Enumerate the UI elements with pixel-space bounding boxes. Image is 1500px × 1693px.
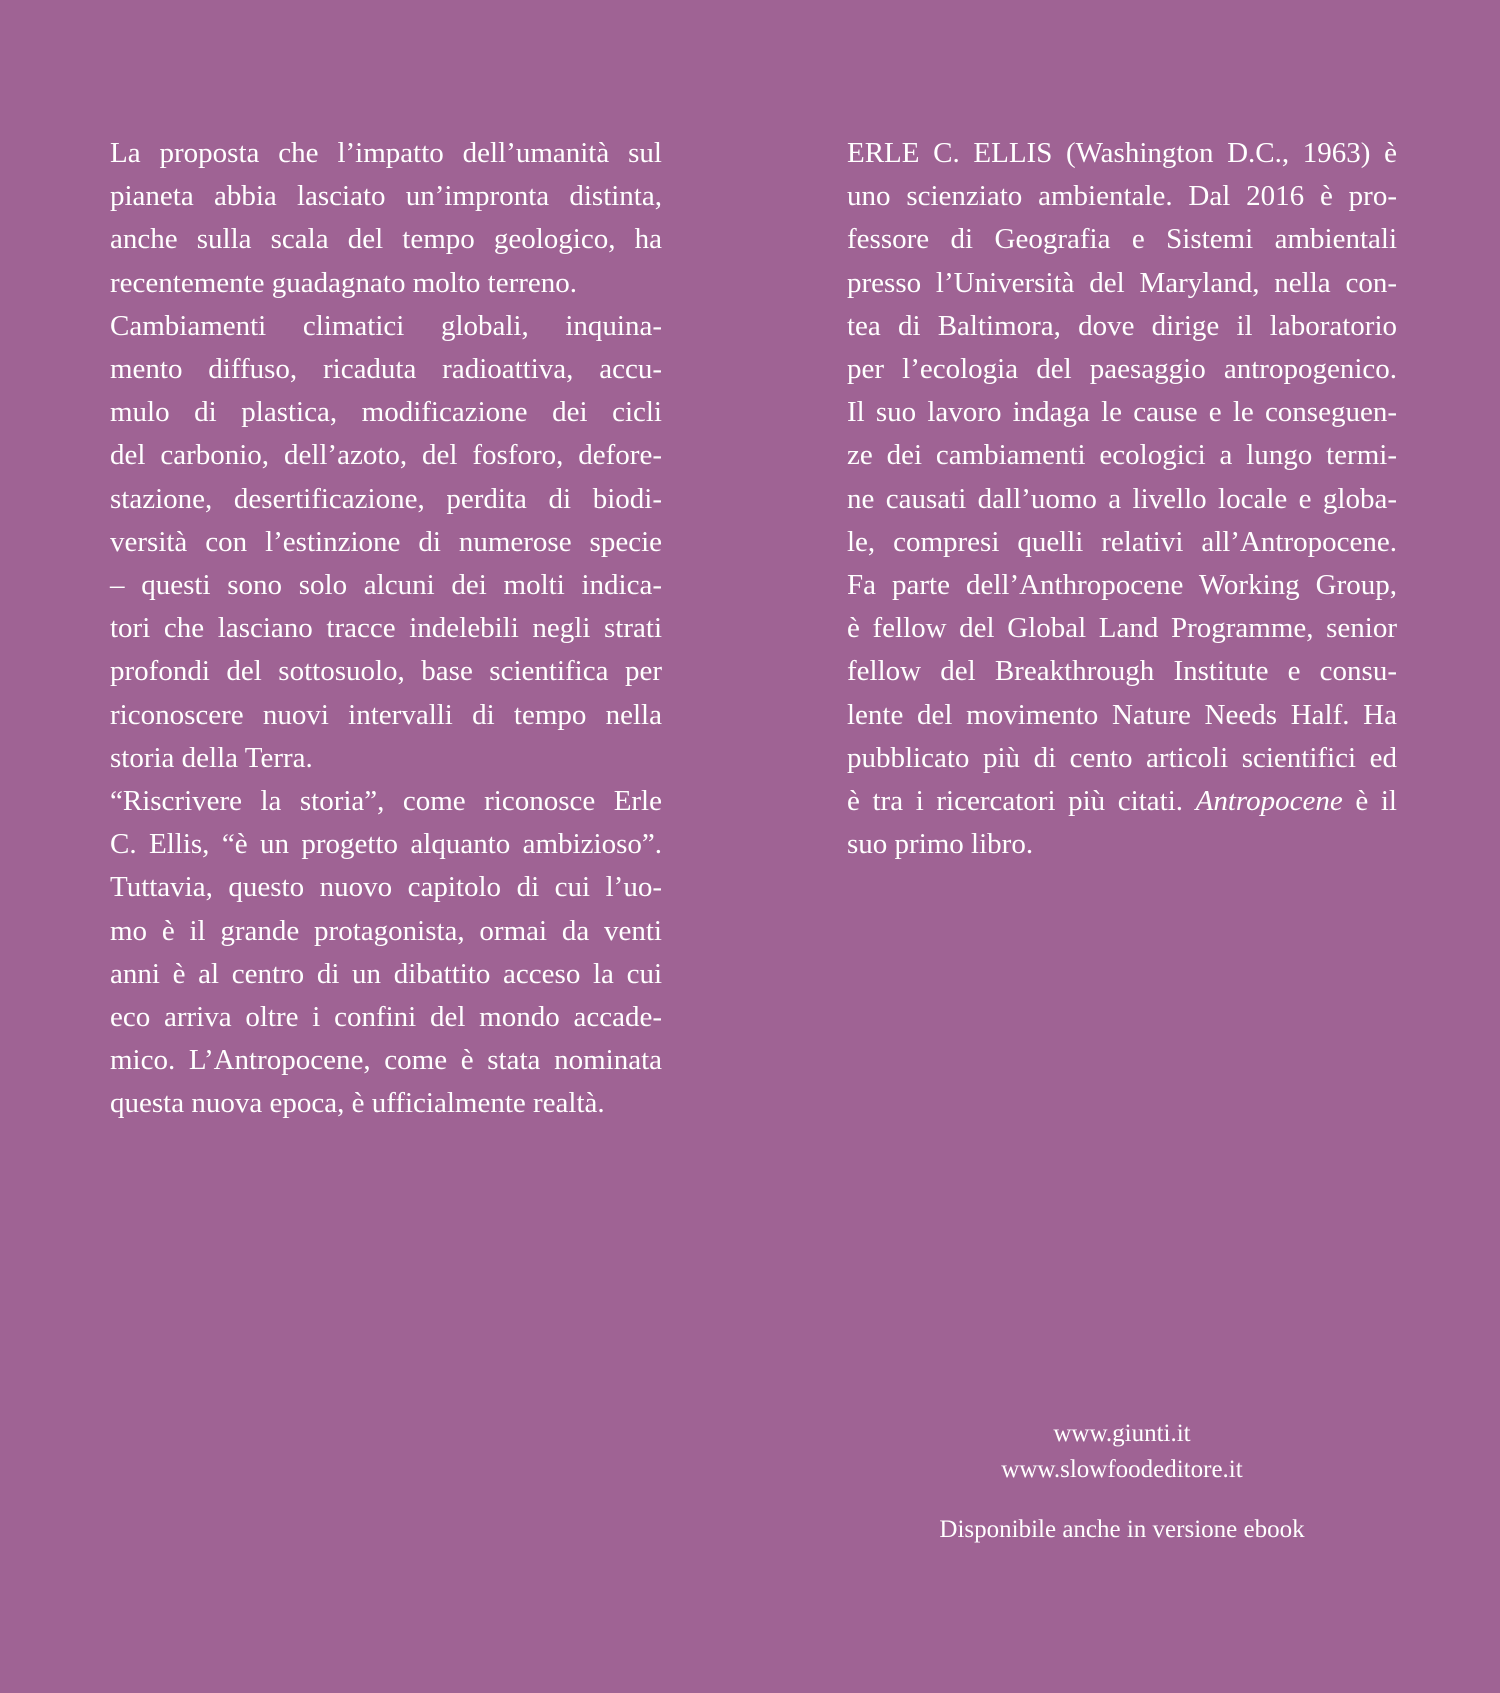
text-line: presso l’Università del Maryland, nella con- — [847, 266, 1397, 299]
text-line: pianeta abbia lasciato un’impronta distinta, — [110, 180, 662, 213]
text-line: mulo di plastica, modificazione dei cicli — [110, 396, 662, 429]
website-link-giunti[interactable]: www.giunti.it — [1053, 1420, 1191, 1447]
text-fragment: è il — [1342, 785, 1397, 818]
text-line: versità con l’estinzione di numerose specie — [110, 525, 662, 558]
text-line — [847, 780, 1397, 823]
text-line: Cambiamenti climatici globali, inquina- — [110, 309, 662, 342]
text-line: le, compresi quelli relativi all’Antropocene. — [847, 525, 1397, 558]
text-line: stazione, desertificazione, perdita di biodi- — [110, 482, 662, 515]
text-line: mento diffuso, ricaduta radioattiva, accu- — [110, 353, 662, 386]
text-line: lente del movimento Nature Needs Half. Ha — [847, 698, 1397, 731]
text-line: riconoscere nuovi intervalli di tempo nella — [110, 698, 662, 731]
text-line: C. Ellis, “è un progetto alquanto ambizioso”. — [110, 828, 662, 861]
text-line: Il suo lavoro indaga le cause e le conseguen- — [847, 396, 1397, 429]
text-line: anni è al centro di un dibattito acceso la cui — [110, 957, 662, 990]
text-line: tea di Baltimora, dove dirige il laboratorio — [847, 309, 1397, 342]
text-line: Tuttavia, questo nuovo capitolo di cui l’uo- — [110, 871, 662, 904]
text-line: fessore di Geografia e Sistemi ambientali — [847, 223, 1397, 256]
text-line: mo è il grande protagonista, ormai da venti — [110, 914, 662, 947]
author-bio-column — [847, 132, 1397, 866]
text-line: tori che lasciano tracce indelebili negli strati — [110, 612, 662, 645]
text-line: è fellow del Global Land Programme, senior — [847, 612, 1397, 645]
text-line: uno scienziato ambientale. Dal 2016 è pro- — [847, 180, 1397, 213]
synopsis-paragraph-2 — [110, 305, 662, 780]
text-line: ne causati dall’uomo a livello locale e globa- — [847, 482, 1397, 515]
ebook-availability-note: Disponibile anche in versione ebook — [939, 1516, 1305, 1543]
text-line: recentemente guadagnato molto terreno. — [110, 266, 578, 299]
publisher-footer — [847, 1416, 1397, 1548]
text-line: La proposta che l’impatto dell’umanità sul — [110, 137, 662, 169]
text-line: mico. L’Antropocene, come è stata nominata — [110, 1044, 662, 1077]
author-bio-paragraph — [847, 132, 1397, 866]
synopsis-column — [110, 132, 662, 1126]
synopsis-paragraph-1 — [110, 132, 662, 305]
text-line: storia della Terra. — [110, 741, 313, 774]
text-fragment: è tra i ricercatori più citati. — [847, 785, 1196, 818]
text-line: – questi sono solo alcuni dei molti indica- — [110, 569, 662, 602]
text-line: del carbonio, dell’azoto, del fosforo, defore- — [110, 439, 662, 472]
text-line: suo primo libro. — [847, 828, 1034, 861]
text-line: pubblicato più di cento articoli scientifici ed — [847, 741, 1397, 774]
text-line: anche sulla scala del tempo geologico, ha — [110, 223, 662, 256]
text-line: per l’ecologia del paesaggio antropogenico. — [847, 353, 1397, 386]
book-title: Antropocene — [1195, 785, 1343, 818]
text-line: Fa parte dell’Anthropocene Working Group, — [847, 569, 1397, 602]
text-line: fellow del Breakthrough Institute e consu- — [847, 655, 1397, 688]
website-link-slowfood[interactable]: www.slowfoodeditore.it — [1001, 1456, 1243, 1483]
text-line: questa nuova epoca, è ufficialmente realtà. — [110, 1087, 605, 1120]
text-line: profondi del sottosuolo, base scientifica per — [110, 655, 662, 688]
text-line: ze dei cambiamenti ecologici a lungo termi- — [847, 439, 1397, 472]
text-line: ERLE C. ELLIS (Washington D.C., 1963) è — [847, 137, 1397, 169]
text-line: “Riscrivere la storia”, come riconosce Erle — [110, 785, 662, 818]
text-line: eco arriva oltre i confini del mondo accade- — [110, 1001, 662, 1034]
synopsis-paragraph-3 — [110, 780, 662, 1126]
